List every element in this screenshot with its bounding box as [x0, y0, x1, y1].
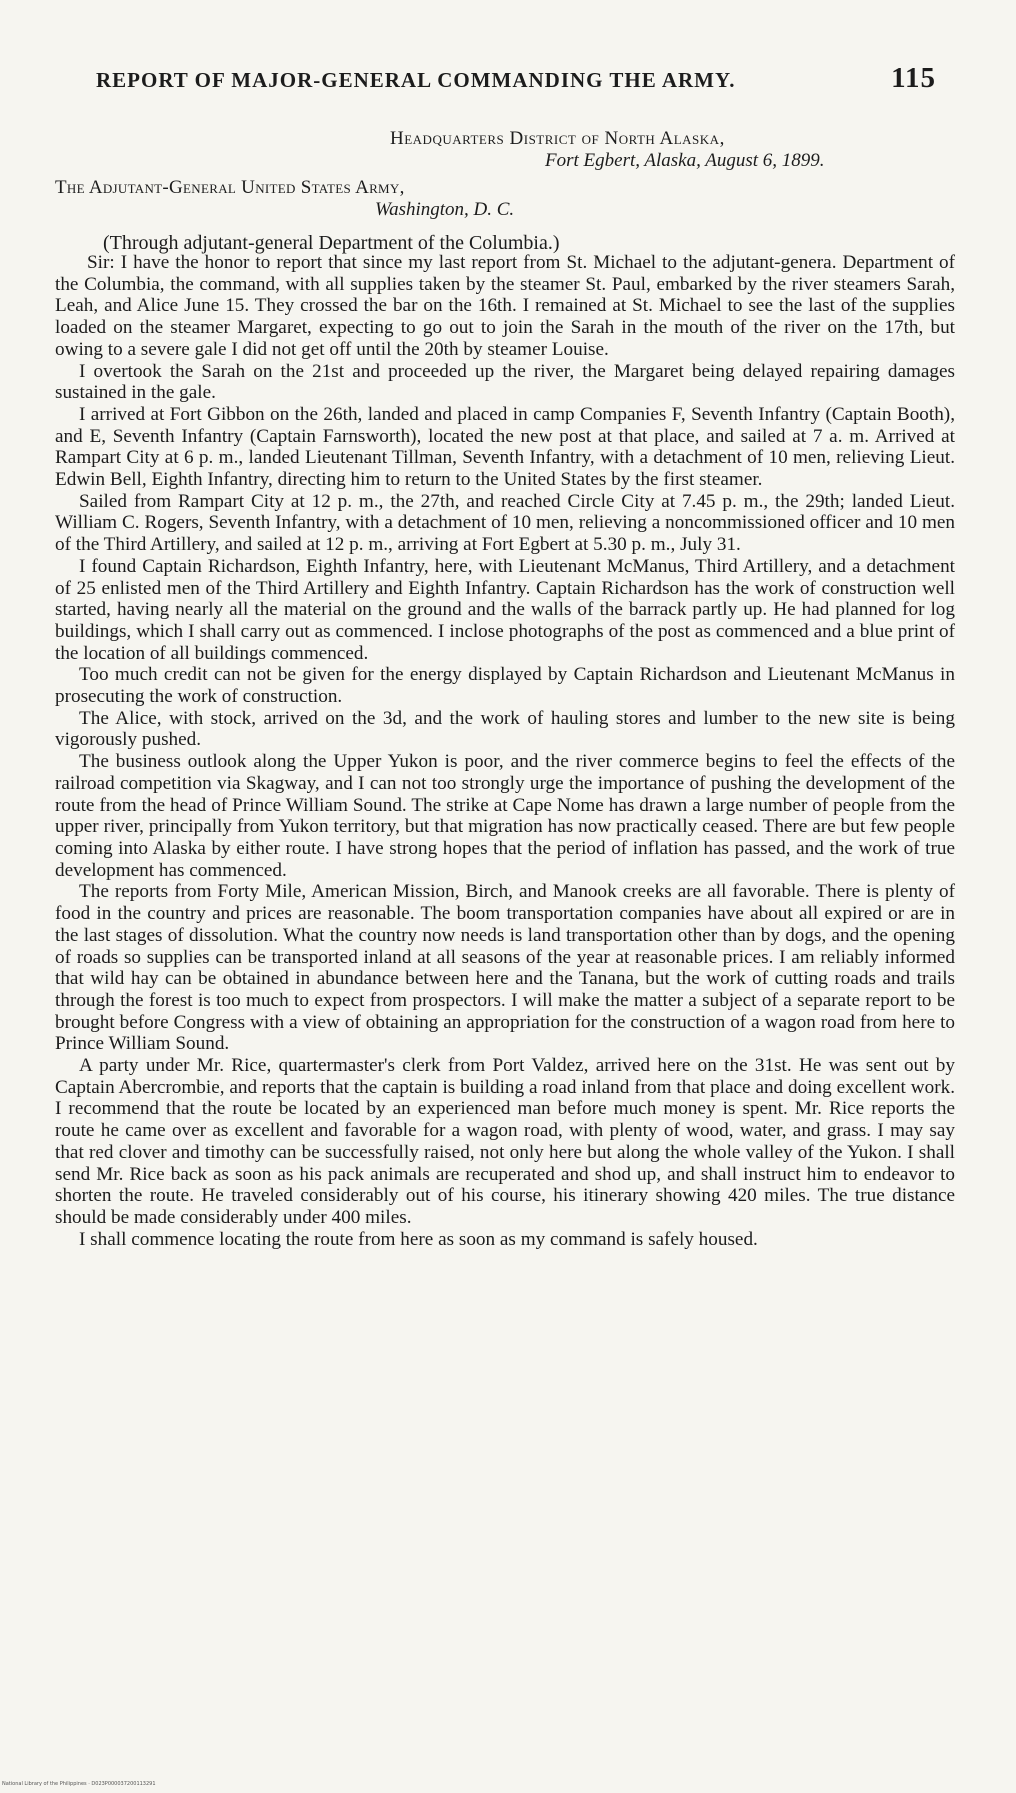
headquarters-line: Headquarters District of North Alaska, [390, 128, 725, 149]
running-head-title: REPORT OF MAJOR-GENERAL COMMANDING THE ARMY. [96, 68, 736, 92]
paragraph: Sailed from Rampart City at 12 p. m., the 27th, and reached Circle City at 7.45 p. m., the 29th; landed Lieut. William C. Rogers, Seventh Infantry, with a detachment of 10 men, relieving a noncommissioned officer and 10 men of the Third Artillery, and sailed at 12 p. m., arriving at Fort Egbert at 5.30 p. m., July 31. [55, 490, 955, 556]
paragraph: I arrived at Fort Gibbon on the 26th, landed and placed in camp Companies F, Seventh Infantry (Captain Booth), and E, Seventh Infantry (Captain Farnsworth), located the new post at that place, and sailed at 7 a. m. Arrived at Rampart City at 6 p. m., landed Lieutenant Tillman, Seventh Infantry, with a detachment of 10 men, relieving Lieut. Edwin Bell, Eighth Infantry, directing him to return to the United States by the first steamer. [55, 403, 955, 491]
paragraph: The business outlook along the Upper Yukon is poor, and the river commerce begins to feel the effects of the railroad competition via Skagway, and I can not too strongly urge the importance of pushing the development of the route from the head of Prince William Sound. The strike at Cape Nome has drawn a large number of people from the upper river, principally from Yukon territory, but that migration has now practically ceased. There are but few people coming into Alaska by either route. I have strong hopes that the period of inflation has passed, and the work of true development has commenced. [55, 751, 955, 881]
paragraph: The reports from Forty Mile, American Mission, Birch, and Manook creeks are all favorable. There is plenty of food in the country and prices are reasonable. The boom transportation companies have about all expired or are in the last stages of dissolution. What the country now needs is land transportation other than by dogs, and the opening of roads so supplies can be transported inland at all seasons of the year at reasonable prices. I am reliably informed that wild hay can be obtained in abundance between here and the Tanana, but the work of cutting roads and trails through the forest is too much to expect from prospectors. I will make the matter a subject of a separate report to be brought before Congress with a view of obtaining an appropriation for the construction of a wagon road from here to Prince William Sound. [55, 881, 955, 1055]
paragraph: I shall commence locating the route from here as soon as my command is safely housed. [79, 1228, 758, 1250]
paragraph: I overtook the Sarah on the 21st and proceeded up the river, the Margaret being delayed repairing damages sustained in the gale. [55, 360, 955, 404]
running-head [96, 62, 936, 94]
paragraph: I found Captain Richardson, Eighth Infantry, here, with Lieutenant McManus, Third Artillery, and a detachment of 25 enlisted men of the Third Artillery and Eighth Infantry. Captain Richardson has the work of construction well started, having nearly all the material on the ground and the walls of the barrack partly up. He had planned for log buildings, which I shall carry out as commenced. I inclose photographs of the post as commenced and a blue print of the location of all buildings commenced. [55, 555, 955, 664]
paragraph: Too much credit can not be given for the energy displayed by Captain Richardson and Lieutenant McManus in prosecuting the work of construction. [55, 664, 955, 708]
paragraph: The Alice, with stock, arrived on the 3d, and the work of hauling stores and lumber to the new site is being vigorously pushed. [55, 707, 955, 751]
paragraph: Sir: I have the honor to report that since my last report from St. Michael to the adjutant-genera. Department of the Columbia, the command, with all supplies taken by the steamer St. Paul, embarked by the river steamers Sarah, Leah, and Alice June 15. They crossed the bar on the 16th. I remained at St. Michael to see the last of the supplies loaded on the steamer Margaret, expecting to go out to join the Sarah in the mouth of the river on the 17th, but owing to a severe gale I did not get off until the 20th by steamer Louise. [55, 252, 955, 360]
addressee-location: Washington, D. C. [375, 199, 515, 220]
headquarters-block [55, 128, 955, 172]
paragraph: A party under Mr. Rice, quartermaster's clerk from Port Valdez, arrived here on the 31st. He was sent out by Captain Abercrombie, and reports that the captain is building a road inland from that place and doing excellent work. I recommend that the route be located by an experienced man before much money is spent. Mr. Rice reports the route he came over as excellent and favorable for a wagon road, with plenty of wood, water, and grass. I may say that red clover and timothy can be successfully raised, not only here but along the whole valley of the Yukon. I shall send Mr. Rice back as soon as his pack animals are recuperated and shod up, and shall instruct him to endeavor to shorten the route. He traveled considerably out of his course, his itinerary showing 420 miles. The true distance should be made considerably under 400 miles. [55, 1055, 955, 1228]
letter-body [55, 252, 955, 1250]
addressee-line: The Adjutant-General United States Army, [55, 177, 405, 198]
place-date-line: Fort Egbert, Alaska, August 6, 1899. [545, 150, 825, 171]
addressee-block [55, 177, 955, 221]
through-line: (Through adjutant-general Department of the Columbia.) [103, 232, 560, 254]
page-number: 115 [891, 62, 936, 94]
scan-credit: National Library of the Philippines · D023P000037200113291 [2, 1781, 156, 1787]
